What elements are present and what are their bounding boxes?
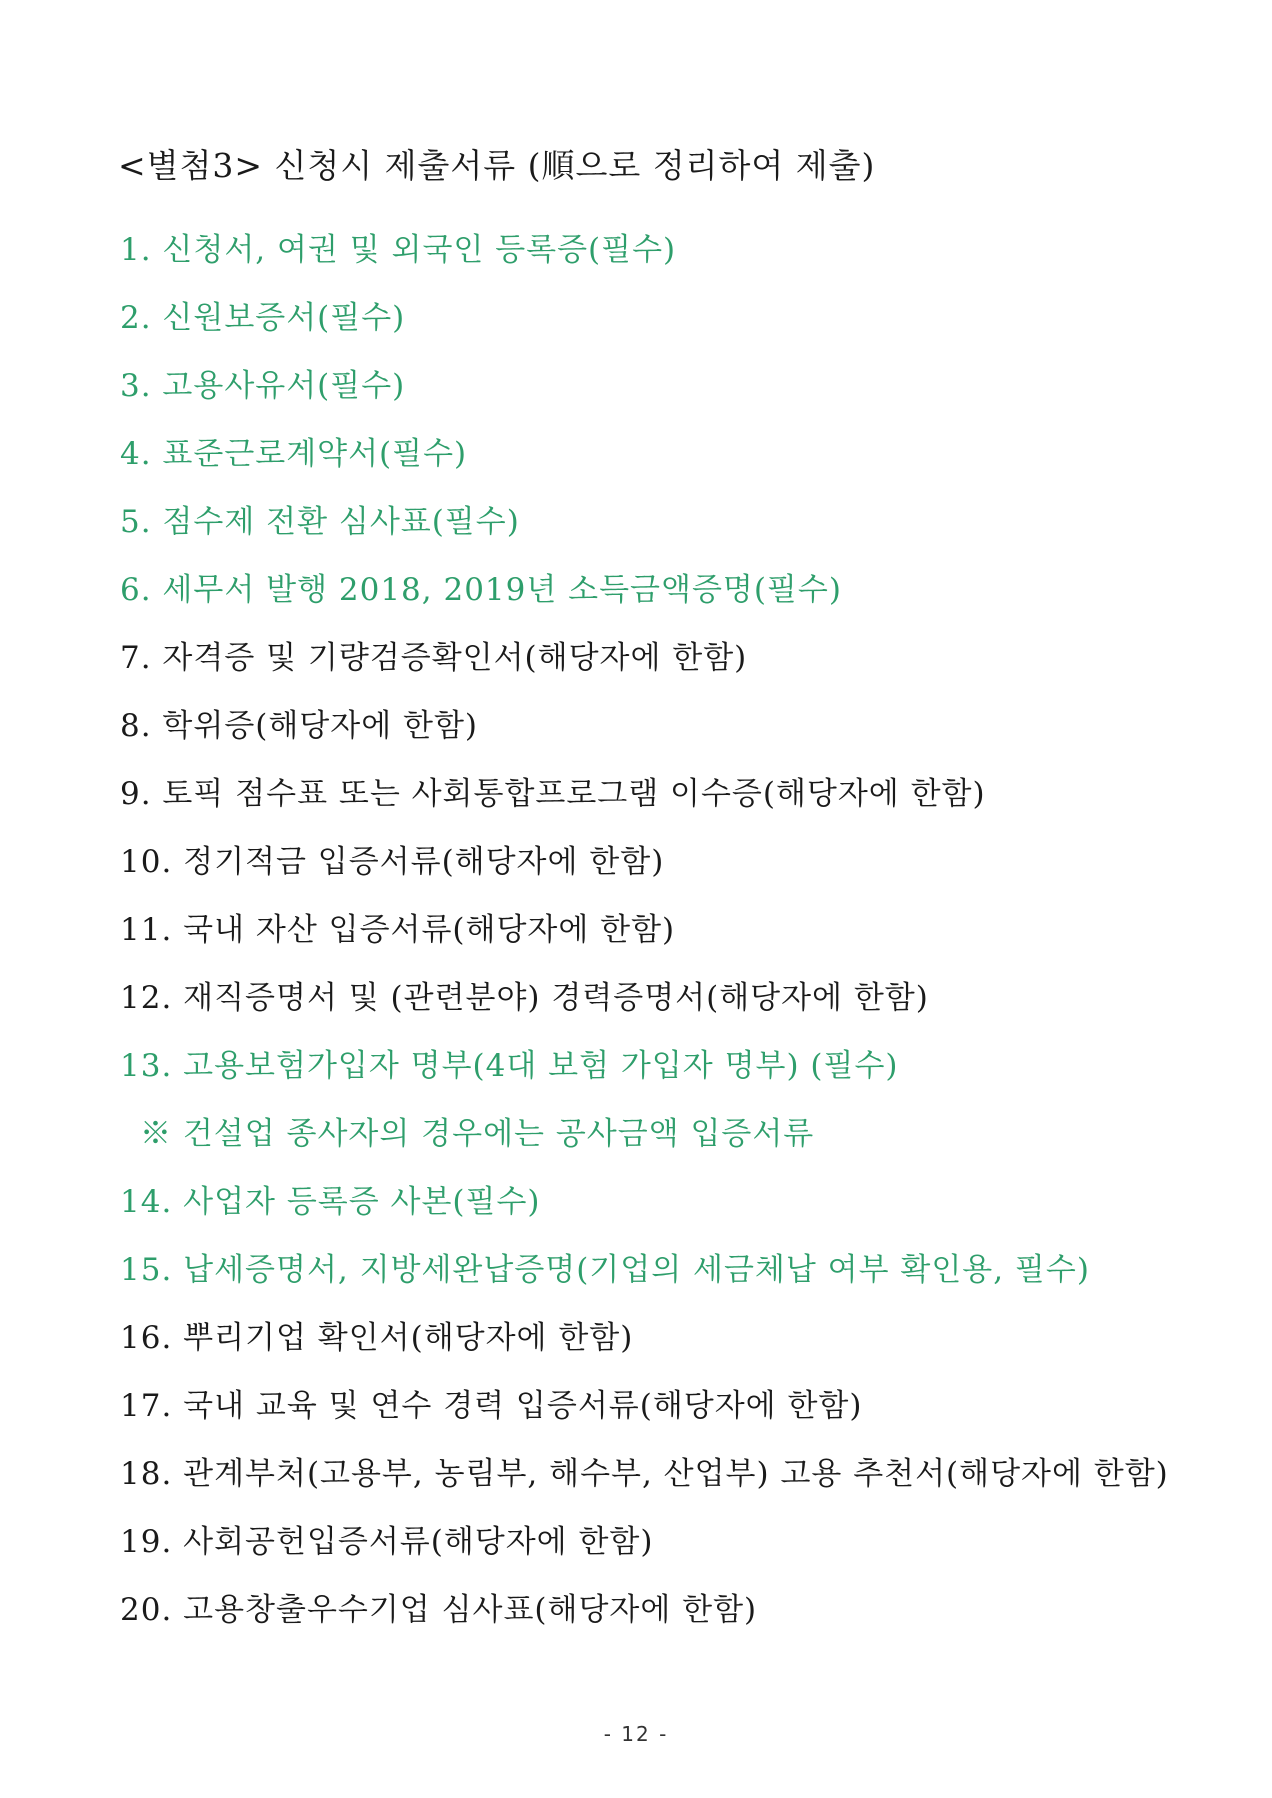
- list-item: 8. 학위증(해당자에 한함): [120, 708, 478, 744]
- page-number: - 12 -: [603, 1722, 669, 1746]
- document-list: [120, 230, 1169, 1658]
- list-item: 5. 점수제 전환 심사표(필수): [120, 504, 520, 540]
- list-item: 7. 자격증 및 기량검증확인서(해당자에 한함): [120, 640, 748, 676]
- list-item: 18. 관계부처(고용부, 농림부, 해수부, 산업부) 고용 추천서(해당자에 한함): [120, 1456, 1169, 1492]
- list-item: 20. 고용창출우수기업 심사표(해당자에 한함): [120, 1592, 758, 1628]
- list-item: 16. 뿌리기업 확인서(해당자에 한함): [120, 1320, 634, 1356]
- list-item: 6. 세무서 발행 2018, 2019년 소득금액증명(필수): [120, 572, 842, 608]
- list-item: 2. 신원보증서(필수): [120, 300, 406, 336]
- list-item: 10. 정기적금 입증서류(해당자에 한함): [120, 844, 665, 880]
- list-item: 11. 국내 자산 입증서류(해당자에 한함): [120, 912, 676, 948]
- list-item: 15. 납세증명서, 지방세완납증명(기업의 세금체납 여부 확인용, 필수): [120, 1252, 1090, 1288]
- list-item: 14. 사업자 등록증 사본(필수): [120, 1184, 541, 1220]
- list-item: 19. 사회공헌입증서류(해당자에 한함): [120, 1524, 654, 1560]
- list-item: 9. 토픽 점수표 또는 사회통합프로그램 이수증(해당자에 한함): [120, 776, 986, 812]
- list-item: 12. 재직증명서 및 (관련분야) 경력증명서(해당자에 한함): [120, 980, 929, 1016]
- list-item: 3. 고용사유서(필수): [120, 368, 406, 404]
- list-item: 4. 표준근로계약서(필수): [120, 436, 468, 472]
- page-title: <별첨3> 신청시 제출서류 (順으로 정리하여 제출): [118, 146, 876, 185]
- list-item: 1. 신청서, 여권 및 외국인 등록증(필수): [120, 232, 677, 268]
- list-item: 13. 고용보험가입자 명부(4대 보험 가입자 명부) (필수): [120, 1048, 899, 1084]
- list-note: ※ 건설업 종사자의 경우에는 공사금액 입증서류: [140, 1116, 815, 1152]
- list-item: 17. 국내 교육 및 연수 경력 입증서류(해당자에 한함): [120, 1388, 863, 1424]
